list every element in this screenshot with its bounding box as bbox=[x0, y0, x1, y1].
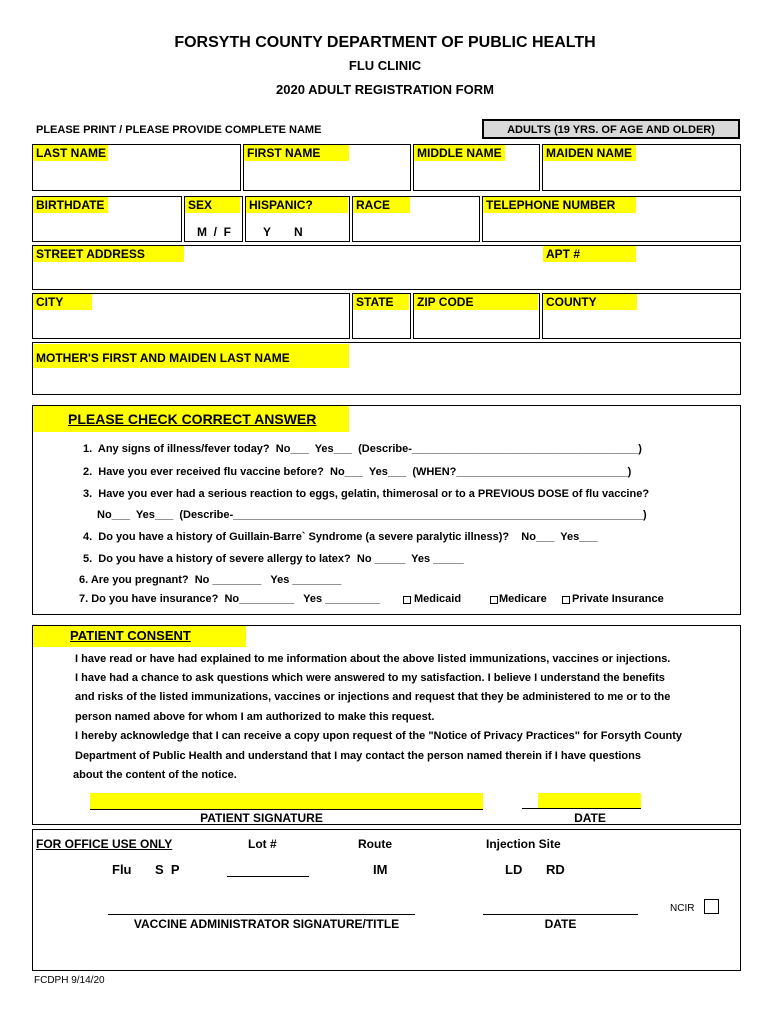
medicaid-checkbox[interactable] bbox=[403, 596, 411, 604]
telephone-label: TELEPHONE NUMBER bbox=[483, 197, 636, 213]
state-label: STATE bbox=[353, 294, 409, 310]
race-label: RACE bbox=[353, 197, 410, 213]
patient-signature-label: PATIENT SIGNATURE bbox=[200, 811, 323, 825]
patient-signature-field[interactable] bbox=[90, 793, 483, 810]
adults-badge: ADULTS (19 YRS. OF AGE AND OLDER) bbox=[482, 119, 740, 139]
admin-date-label: DATE bbox=[544, 917, 577, 931]
form-subtitle-clinic: FLU CLINIC bbox=[348, 58, 422, 73]
patient-date-label: DATE bbox=[574, 811, 606, 825]
hispanic-yes: Y bbox=[263, 225, 272, 239]
first-name-label: FIRST NAME bbox=[244, 145, 349, 161]
patient-date-field[interactable] bbox=[538, 793, 641, 809]
question-1[interactable]: 1. Any signs of illness/fever today? No___ Yes___ (Describe-_____________________________________) bbox=[83, 443, 642, 455]
consent-line-4: person named above for whom I am authorized to make this request. bbox=[75, 711, 435, 723]
form-subtitle-registration: 2020 ADULT REGISTRATION FORM bbox=[276, 82, 494, 97]
private-insurance-checkbox[interactable] bbox=[562, 596, 570, 604]
date-line-lead bbox=[522, 808, 538, 809]
office-use-heading: FOR OFFICE USE ONLY bbox=[36, 837, 173, 851]
ncir-checkbox[interactable] bbox=[704, 899, 719, 914]
consent-line-2: I have had a chance to ask questions which were answered to my satisfaction. I believe I understand the benefits bbox=[75, 672, 665, 684]
apt-label: APT # bbox=[543, 246, 636, 262]
zip-code-label: ZIP CODE bbox=[414, 294, 538, 310]
question-7[interactable]: 7. Do you have insurance? No_________ Yes _________ bbox=[79, 593, 381, 605]
ncir-label: NCIR bbox=[670, 903, 695, 914]
consent-line-6: Department of Public Health and understand that I may contact the person named therein if I have questions bbox=[75, 750, 641, 762]
question-4[interactable]: 4. Do you have a history of Guillain-Barre` Syndrome (a severe paralytic illness)? No___ Yes___ bbox=[83, 531, 598, 543]
question-5[interactable]: 5. Do you have a history of severe allergy to latex? No _____ Yes _____ bbox=[83, 553, 464, 565]
admin-signature-field[interactable] bbox=[108, 914, 415, 915]
question-3[interactable]: 3. Have you ever had a serious reaction to eggs, gelatin, thimerosal or to a PREVIOUS DOSE of flu vaccine? bbox=[83, 488, 650, 500]
form-title: FORSYTH COUNTY DEPARTMENT OF PUBLIC HEALTH bbox=[174, 34, 596, 51]
medicare-checkbox[interactable] bbox=[490, 596, 498, 604]
rd-option[interactable]: RD bbox=[546, 862, 565, 877]
print-instruction: PLEASE PRINT / PLEASE PROVIDE COMPLETE NAME bbox=[36, 124, 322, 136]
flu-label: Flu bbox=[112, 862, 132, 877]
sex-options: M / F bbox=[197, 225, 231, 239]
medicare-label: Medicare bbox=[499, 593, 547, 605]
question-6[interactable]: 6. Are you pregnant? No ________ Yes ________ bbox=[79, 574, 342, 586]
hispanic-label: HISPANIC? bbox=[246, 197, 348, 213]
mother-name-label: MOTHER'S FIRST AND MAIDEN LAST NAME bbox=[33, 344, 349, 368]
city-label: CITY bbox=[33, 294, 92, 310]
questions-heading: PLEASE CHECK CORRECT ANSWER bbox=[68, 411, 317, 427]
last-name-label: LAST NAME bbox=[33, 145, 108, 161]
form-code: FCDPH 9/14/20 bbox=[34, 975, 105, 986]
question-2[interactable]: 2. Have you ever received flu vaccine before? No___ Yes___ (WHEN?____________________________) bbox=[83, 466, 632, 478]
admin-signature-label: VACCINE ADMINISTRATOR SIGNATURE/TITLE bbox=[133, 917, 400, 931]
consent-line-5: I hereby acknowledge that I can receive a copy upon request of the "Notice of Privacy Practices" for Forsyth County bbox=[75, 730, 683, 742]
lot-label: Lot # bbox=[248, 837, 277, 851]
birthdate-label: BIRTHDATE bbox=[33, 197, 108, 213]
admin-date-field[interactable] bbox=[483, 914, 638, 915]
route-label: Route bbox=[358, 837, 392, 851]
hispanic-no: N bbox=[294, 225, 303, 239]
question-3-answer[interactable]: No___ Yes___ (Describe-___________________________________________________________________) bbox=[97, 509, 647, 521]
maiden-name-label: MAIDEN NAME bbox=[543, 145, 636, 161]
county-label: COUNTY bbox=[543, 294, 637, 310]
consent-heading: PATIENT CONSENT bbox=[70, 628, 191, 643]
consent-line-7: about the content of the notice. bbox=[73, 769, 237, 781]
private-insurance-label: Private Insurance bbox=[572, 593, 664, 605]
sp-option[interactable]: S P bbox=[155, 862, 180, 877]
consent-line-1: I have read or have had explained to me information about the above listed immunizations, vaccines or injections. bbox=[75, 653, 671, 665]
lot-number-field[interactable] bbox=[227, 876, 309, 877]
ld-option[interactable]: LD bbox=[505, 862, 523, 877]
medicaid-label: Medicaid bbox=[414, 593, 462, 605]
middle-name-label: MIDDLE NAME bbox=[414, 145, 505, 161]
street-address-label: STREET ADDRESS bbox=[33, 246, 184, 262]
sex-label: SEX bbox=[185, 197, 240, 213]
injection-site-label: Injection Site bbox=[486, 837, 561, 851]
consent-line-3: and risks of the listed immunizations, vaccines or injections and request that they be administered to me or to the bbox=[75, 691, 671, 703]
im-option[interactable]: IM bbox=[373, 862, 388, 877]
